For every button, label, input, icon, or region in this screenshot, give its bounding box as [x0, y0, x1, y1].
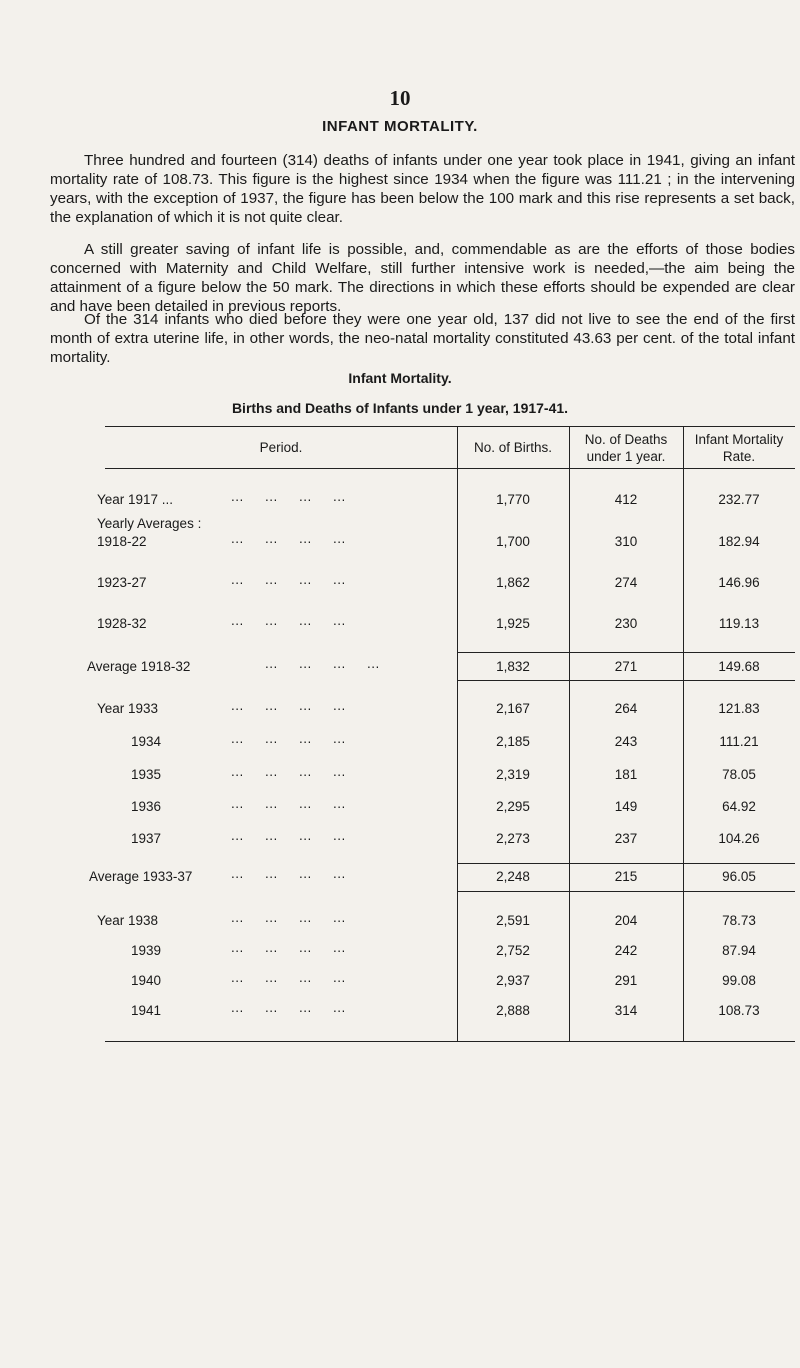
deaths-cell: 314 — [614, 1003, 638, 1018]
row-period: 1918-22 — [97, 534, 147, 549]
table-title: Infant Mortality. — [348, 370, 452, 386]
row-period: 1939 — [131, 943, 162, 958]
births-cell: 1,862 — [496, 575, 530, 590]
births-cell: 2,937 — [496, 973, 530, 988]
rate-cell: 96.05 — [722, 869, 756, 884]
row-period: 1928-32 — [97, 616, 147, 631]
table-bottom-rule — [105, 1041, 795, 1042]
deaths-cell: 310 — [614, 534, 638, 549]
births-cell: 2,752 — [496, 943, 530, 958]
leader-dots: ... ... ... ... — [231, 828, 346, 843]
leader-dots: ... ... ... ... — [231, 866, 346, 881]
table-row — [45, 796, 795, 817]
rate-cell: 64.92 — [722, 799, 756, 814]
table-row — [45, 1000, 795, 1021]
rate-cell: 104.26 — [718, 831, 760, 846]
row-period: Average 1918-32 — [87, 659, 191, 674]
header-rate-line2: Rate. — [722, 449, 756, 464]
deaths-cell: 271 — [614, 659, 638, 674]
leader-dots: ... ... ... ... — [231, 940, 346, 955]
births-cell: 2,888 — [496, 1003, 530, 1018]
leader-dots: ... ... ... ... — [231, 489, 346, 504]
births-cell: 2,248 — [496, 869, 530, 884]
births-cell: 1,925 — [496, 616, 530, 631]
rate-cell: 232.77 — [718, 492, 760, 507]
leader-dots: ... ... ... ... — [231, 698, 346, 713]
rate-cell: 78.05 — [722, 767, 756, 782]
paragraph-2: A still greater saving of infant life is possible, and, commendable as are the efforts of those bodies concerned with Maternity and Child Welfare, still further intensive work is needed,—the aim being the attainment of a figure below the 50 mark. The directions in which these efforts should be expended are clear and have been detailed in previous reports. — [50, 241, 795, 315]
row-period: Year 1938 — [97, 913, 159, 928]
births-cell: 1,832 — [496, 659, 530, 674]
row-period: 1937 — [131, 831, 162, 846]
leader-dots: ... ... ... ... — [265, 656, 380, 671]
rate-cell: 149.68 — [718, 659, 760, 674]
rate-cell: 78.73 — [722, 913, 756, 928]
row-period: Average 1933-37 — [89, 869, 193, 884]
deaths-cell: 243 — [614, 734, 638, 749]
leader-dots: ... ... ... ... — [231, 764, 346, 779]
births-cell: 1,700 — [496, 534, 530, 549]
group-rule-3 — [457, 863, 795, 864]
row-period: 1923-27 — [97, 575, 147, 590]
table-row — [45, 764, 795, 785]
table-row — [45, 698, 795, 719]
rate-cell: 111.21 — [719, 734, 759, 749]
header-births: No. of Births. — [473, 440, 553, 455]
deaths-cell: 215 — [614, 869, 638, 884]
table-row — [45, 489, 795, 510]
table-row — [45, 866, 795, 887]
rate-cell: 99.08 — [722, 973, 756, 988]
row-period: 1940 — [131, 973, 162, 988]
deaths-cell: 237 — [614, 831, 638, 846]
rate-cell: 121.83 — [718, 701, 760, 716]
table-row — [45, 656, 795, 677]
births-cell: 2,295 — [496, 799, 530, 814]
table-row — [45, 731, 795, 752]
deaths-cell: 181 — [614, 767, 638, 782]
table-row — [45, 970, 795, 991]
deaths-cell: 291 — [614, 973, 638, 988]
births-cell: 2,319 — [496, 767, 530, 782]
deaths-cell: 204 — [614, 913, 638, 928]
header-period: Period. — [259, 440, 303, 455]
deaths-cell: 242 — [614, 943, 638, 958]
births-cell: 1,770 — [496, 492, 530, 507]
leader-dots: ... ... ... ... — [231, 613, 346, 628]
yearly-averages-label: Yearly Averages : — [97, 516, 202, 531]
leader-dots: ... ... ... ... — [231, 531, 346, 546]
leader-dots: ... ... ... ... — [231, 731, 346, 746]
table-subtitle: Births and Deaths of Infants under 1 year, 1917-41. — [231, 400, 569, 416]
header-rate-line1: Infant Mortality — [694, 432, 784, 447]
births-cell: 2,167 — [496, 701, 530, 716]
leader-dots: ... ... ... ... — [231, 796, 346, 811]
row-period: 1934 — [131, 734, 162, 749]
rate-cell: 108.73 — [718, 1003, 760, 1018]
deaths-cell: 412 — [614, 492, 638, 507]
header-deaths-line2: under 1 year. — [586, 449, 666, 464]
table-row — [45, 828, 795, 849]
page-number: 10 — [389, 86, 411, 110]
table-header-rule — [105, 468, 795, 469]
mortality-table — [45, 426, 795, 1061]
deaths-cell: 149 — [614, 799, 638, 814]
table-top-rule — [105, 426, 795, 427]
rate-cell: 182.94 — [718, 534, 760, 549]
deaths-cell: 230 — [614, 616, 638, 631]
row-period: Year 1933 — [97, 701, 159, 716]
births-cell: 2,185 — [496, 734, 530, 749]
group-rule-4 — [457, 891, 795, 892]
group-rule-2 — [457, 680, 795, 681]
page-title: INFANT MORTALITY. — [322, 118, 478, 135]
paragraph-1: Three hundred and fourteen (314) deaths of infants under one year took place in 1941, giving an infant mortality rate of 108.73. This figure is the highest since 1934 when the figure was 111.21 ; in the intervening years, with the exception of 1937, the figure has been below the 100 mark and this rise represents a set back, the explanation of which it is not quite clear. — [50, 152, 795, 226]
table-row — [45, 940, 795, 961]
leader-dots: ... ... ... ... — [231, 970, 346, 985]
rate-cell: 87.94 — [722, 943, 756, 958]
deaths-cell: 264 — [614, 701, 638, 716]
births-cell: 2,591 — [496, 913, 530, 928]
leader-dots: ... ... ... ... — [231, 910, 346, 925]
deaths-cell: 274 — [614, 575, 638, 590]
table-row — [45, 910, 795, 931]
row-period: 1935 — [131, 767, 162, 782]
group-rule-1 — [457, 652, 795, 653]
header-deaths-line1: No. of Deaths — [584, 432, 668, 447]
paragraph-3: Of the 314 infants who died before they were one year old, 137 did not live to see the end of the first month of extra uterine life, in other words, the neo-natal mortality constituted 43.63 per cent. of the total infant mortality. — [50, 311, 795, 366]
table-row — [45, 572, 795, 593]
row-period: 1941 — [131, 1003, 162, 1018]
leader-dots: ... ... ... ... — [231, 572, 346, 587]
row-period: Year 1917 ... — [97, 492, 174, 507]
table-row — [45, 531, 795, 552]
rate-cell: 119.13 — [718, 616, 760, 631]
births-cell: 2,273 — [496, 831, 530, 846]
row-period: 1936 — [131, 799, 162, 814]
rate-cell: 146.96 — [718, 575, 760, 590]
table-row — [45, 613, 795, 634]
leader-dots: ... ... ... ... — [231, 1000, 346, 1015]
